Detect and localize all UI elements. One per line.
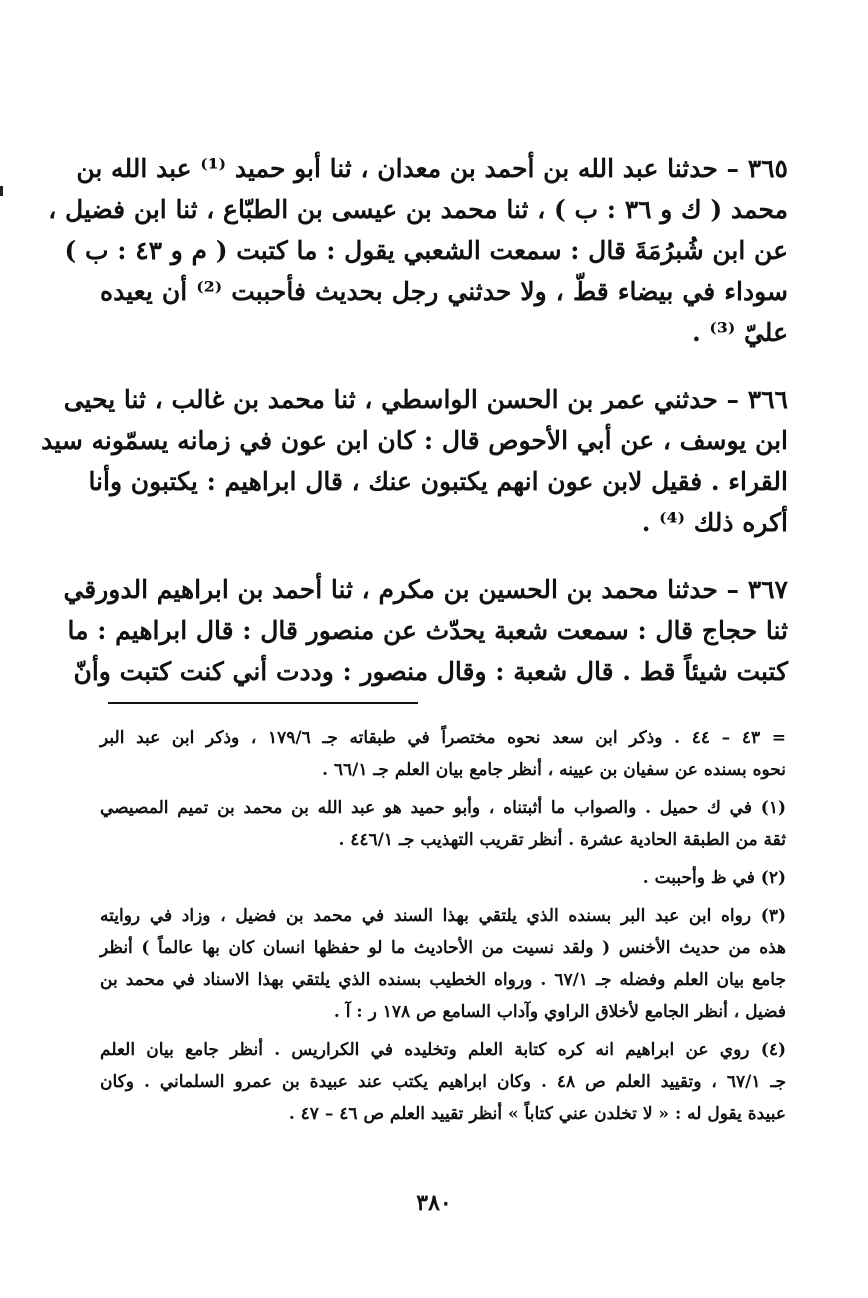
text-line: عن ابن شُبرُمَةَ قال : سمعت الشعبي يقول : ما كتبت ( م و ٤٣ : ب ) (64, 236, 788, 265)
footnote-line: (١) في ك حميل . والصواب ما أثبتناه ، وأبو حميد هو عبد الله بن محمد بن تميم المصيصي (100, 798, 786, 818)
footnote-line: هذه من حديث الأخنس ( ولقد نسيت من الأحاديث ما لو حفظها انسان كان بها عالماً ) أنظر (100, 938, 786, 958)
text-line: سوداء في بيضاء قطّ ، ولا حدثني رجل بحديث فأحببت ⁽²⁾ أن يعيده (100, 277, 788, 306)
footnote-line: عبيدة يقول له : « لا تخلدن عني كتاباً » أنظر تقييد العلم ص ٤٦ – ٤٧ . (288, 1104, 786, 1124)
scan-mark (0, 186, 3, 196)
text-line: القراء . فقيل لابن عون انهم يكتبون عنك ، قال ابراهيم : يكتبون وأنا (88, 467, 788, 496)
footnote-line: جـ ٦٧/١ ، وتقييد العلم ص ٤٨ . وكان ابراهيم يكتب عند عبيدة بن عمرو السلماني . وكان (100, 1072, 786, 1092)
footnote-line: نحوه بسنده عن سفيان بن عيينه ، أنظر جامع بيان العلم جـ ٦٦/١ . (322, 760, 786, 780)
text-line: عليّ ⁽³⁾ . (692, 318, 788, 347)
text-line: ٣٦٥ – حدثنا عبد الله بن أحمد بن معدان ، ثنا أبو حميد ⁽¹⁾ عبد الله بن (76, 154, 788, 183)
text-line: ابن يوسف ، عن أبي الأحوص قال : كان ابن عون في زمانه يسمّونه سيد (41, 426, 788, 455)
page-number: ٣٨٠ (416, 1190, 452, 1216)
text-line: محمد ( ك و ٣٦ : ب ) ، ثنا محمد بن عيسى بن الطبّاع ، ثنا ابن فضيل ، (48, 195, 788, 224)
footnote-line: (٤) روي عن ابراهيم انه كره كتابة العلم وتخليده في الكراريس . أنظر جامع بيان العلم (100, 1040, 786, 1060)
hadith-365 (48, 148, 788, 353)
text-line: ثنا حجاج قال : سمعت شعبة يحدّث عن منصور قال : قال ابراهيم : ما (67, 616, 788, 645)
footnote-3 (100, 900, 786, 1028)
footnote-line: فضيل ، أنظر الجامع لأخلاق الراوي وآداب السامع ص ١٧٨ ر : آ . (333, 1002, 786, 1022)
footnote-line: (٣) رواه ابن عبد البر بسنده الذي يلتقي بهذا السند في محمد بن فضيل ، وزاد في روايته (100, 906, 786, 926)
footnote-line: جامع بيان العلم وفضله جـ ٦٧/١ . ورواه الخطيب بسنده الذي يلتقي بهذا الاسناد في محمد بن (100, 970, 786, 990)
footnotes (100, 722, 786, 1136)
text-line: ٣٦٧ – حدثنا محمد بن الحسين بن مكرم ، ثنا أحمد بن ابراهيم الدورقي (63, 575, 788, 604)
footnote-2 (100, 862, 786, 894)
hadith-366 (41, 379, 788, 543)
text-line: ٣٦٦ – حدثني عمر بن الحسن الواسطي ، ثنا محمد بن غالب ، ثنا يحيى (63, 385, 788, 414)
footnote-line: = ٤٣ – ٤٤ . وذكر ابن سعد نحوه مختصراً في طبقاته جـ ١٧٩/٦ ، وذكر ابن عبد البر (100, 728, 786, 748)
footnote-1 (100, 792, 786, 856)
footnote-4 (100, 1034, 786, 1130)
footnote-line: ثقة من الطبقة الحادية عشرة . أنظر تقريب التهذيب جـ ٤٤٦/١ . (338, 830, 786, 850)
main-text (41, 148, 788, 698)
text-line: كتبت شيئاً قط . قال شعبة : وقال منصور : وددت أني كنت كتبت وأنّ (73, 657, 788, 686)
footnote-continuation (100, 722, 786, 786)
footnote-line: (٢) في ظ وأحببت . (642, 868, 786, 888)
text-line: أكره ذلك ⁽⁴⁾ . (641, 508, 788, 537)
footnote-separator (108, 702, 418, 704)
hadith-367 (63, 569, 788, 692)
